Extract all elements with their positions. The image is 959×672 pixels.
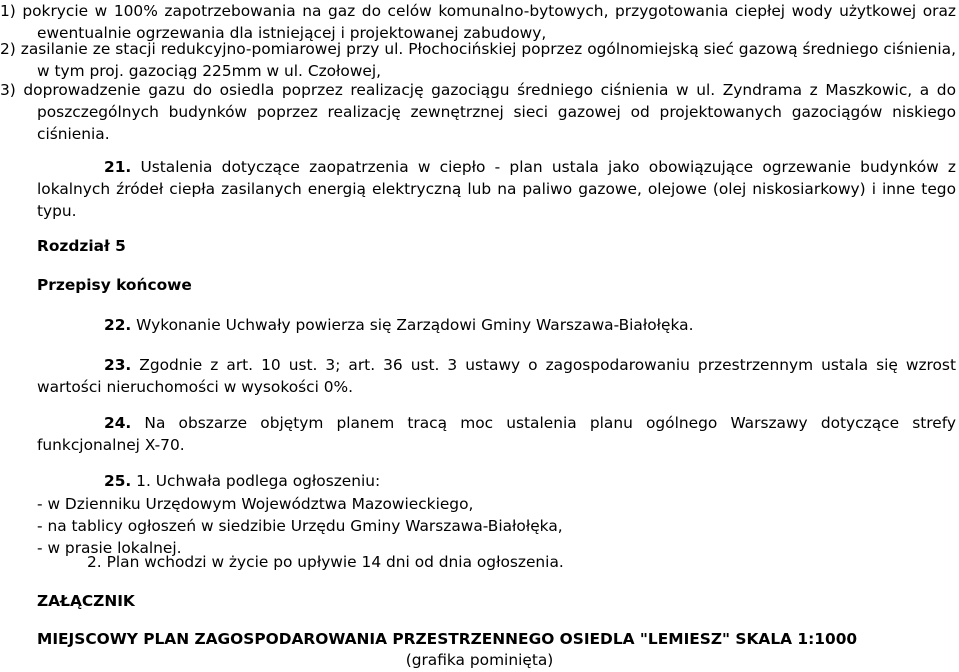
- announcement-item-1: - w Dzienniku Urzędowym Województwa Mazowieckiego,: [37, 495, 474, 513]
- annex-label: ZAŁĄCZNIK: [37, 592, 135, 610]
- list-item-1: 1) pokrycie w 100% zapotrzebowania na gaz do celów komunalno-bytowych, przygotowania ciepłej wody użytkowej oraz ewentualnie ogrzewania dla istniejącej i projektowanej zabudowy,: [0, 2, 956, 42]
- chapter-subtitle: Przepisy końcowe: [37, 276, 192, 294]
- paragraph-number: 25.: [104, 472, 132, 490]
- paragraph-25-point-2: 2. Plan wchodzi w życie po upływie 14 dni od dnia ogłoszenia.: [87, 553, 564, 571]
- announcement-item-2: - na tablicy ogłoszeń w siedzibie Urzędu Gminy Warszawa-Białołęka,: [37, 517, 563, 535]
- paragraph-text: 1. Uchwała podlega ogłoszeniu:: [131, 472, 381, 490]
- paragraph-number: 21.: [104, 158, 132, 176]
- paragraph-text: Ustalenia dotyczące zaopatrzenia w ciepło - plan ustala jako obowiązujące ogrzewanie budynków z lokalnych źródeł ciepła zasilanych energią elektryczną lub na paliwo gazowe, olejowe (olej niskosiarkowy) i inne tego typu.: [37, 158, 956, 220]
- paragraph-number: 22.: [104, 316, 132, 334]
- list-item-2: 2) zasilanie ze stacji redukcyjno-pomiarowej przy ul. Płochocińskiej poprzez ogólnomiejską sieć gazową średniego ciśnienia, w tym proj. gazociąg 225mm w ul. Czołowej,: [0, 40, 956, 80]
- paragraph-24: [37, 412, 956, 456]
- list-item-3: [0, 79, 956, 145]
- chapter-title: Rozdział 5: [37, 237, 126, 255]
- annex-title: MIEJSCOWY PLAN ZAGOSPODAROWANIA PRZESTRZENNEGO OSIEDLA "LEMIESZ" SKALA 1:1000: [37, 630, 858, 648]
- paragraph-text: Wykonanie Uchwały powierza się Zarządowi Gminy Warszawa-Białołęka.: [131, 316, 694, 334]
- paragraph-text: Na obszarze objętym planem tracą moc ustalenia planu ogólnego Warszawy dotyczące strefy funkcjonalnej X-70.: [37, 414, 956, 454]
- paragraph-22: [104, 314, 693, 336]
- list-item-3-text: 3) doprowadzenie gazu do osiedla poprzez realizację gazociągu średniego ciśnienia w ul. Zyndrama z Maszkowic, a do poszczególnych budynków poprzez realizację zewnętrznej sieci gazowej od projektowanych gazociągów niskiego ciśnienia.: [0, 81, 956, 143]
- annex-note: (grafika pominięta): [405, 651, 554, 669]
- paragraph-25: [104, 470, 380, 492]
- paragraph-number: 23.: [104, 356, 132, 374]
- paragraph-21: [37, 156, 956, 222]
- announcement-item-3: - w prasie lokalnej.: [37, 539, 182, 557]
- paragraph-number: 24.: [104, 414, 132, 432]
- paragraph-text: Zgodnie z art. 10 ust. 3; art. 36 ust. 3 ustawy o zagospodarowaniu przestrzennym ustala się wzrost wartości nieruchomości w wysokości 0%.: [37, 356, 956, 396]
- paragraph-23: [37, 354, 956, 398]
